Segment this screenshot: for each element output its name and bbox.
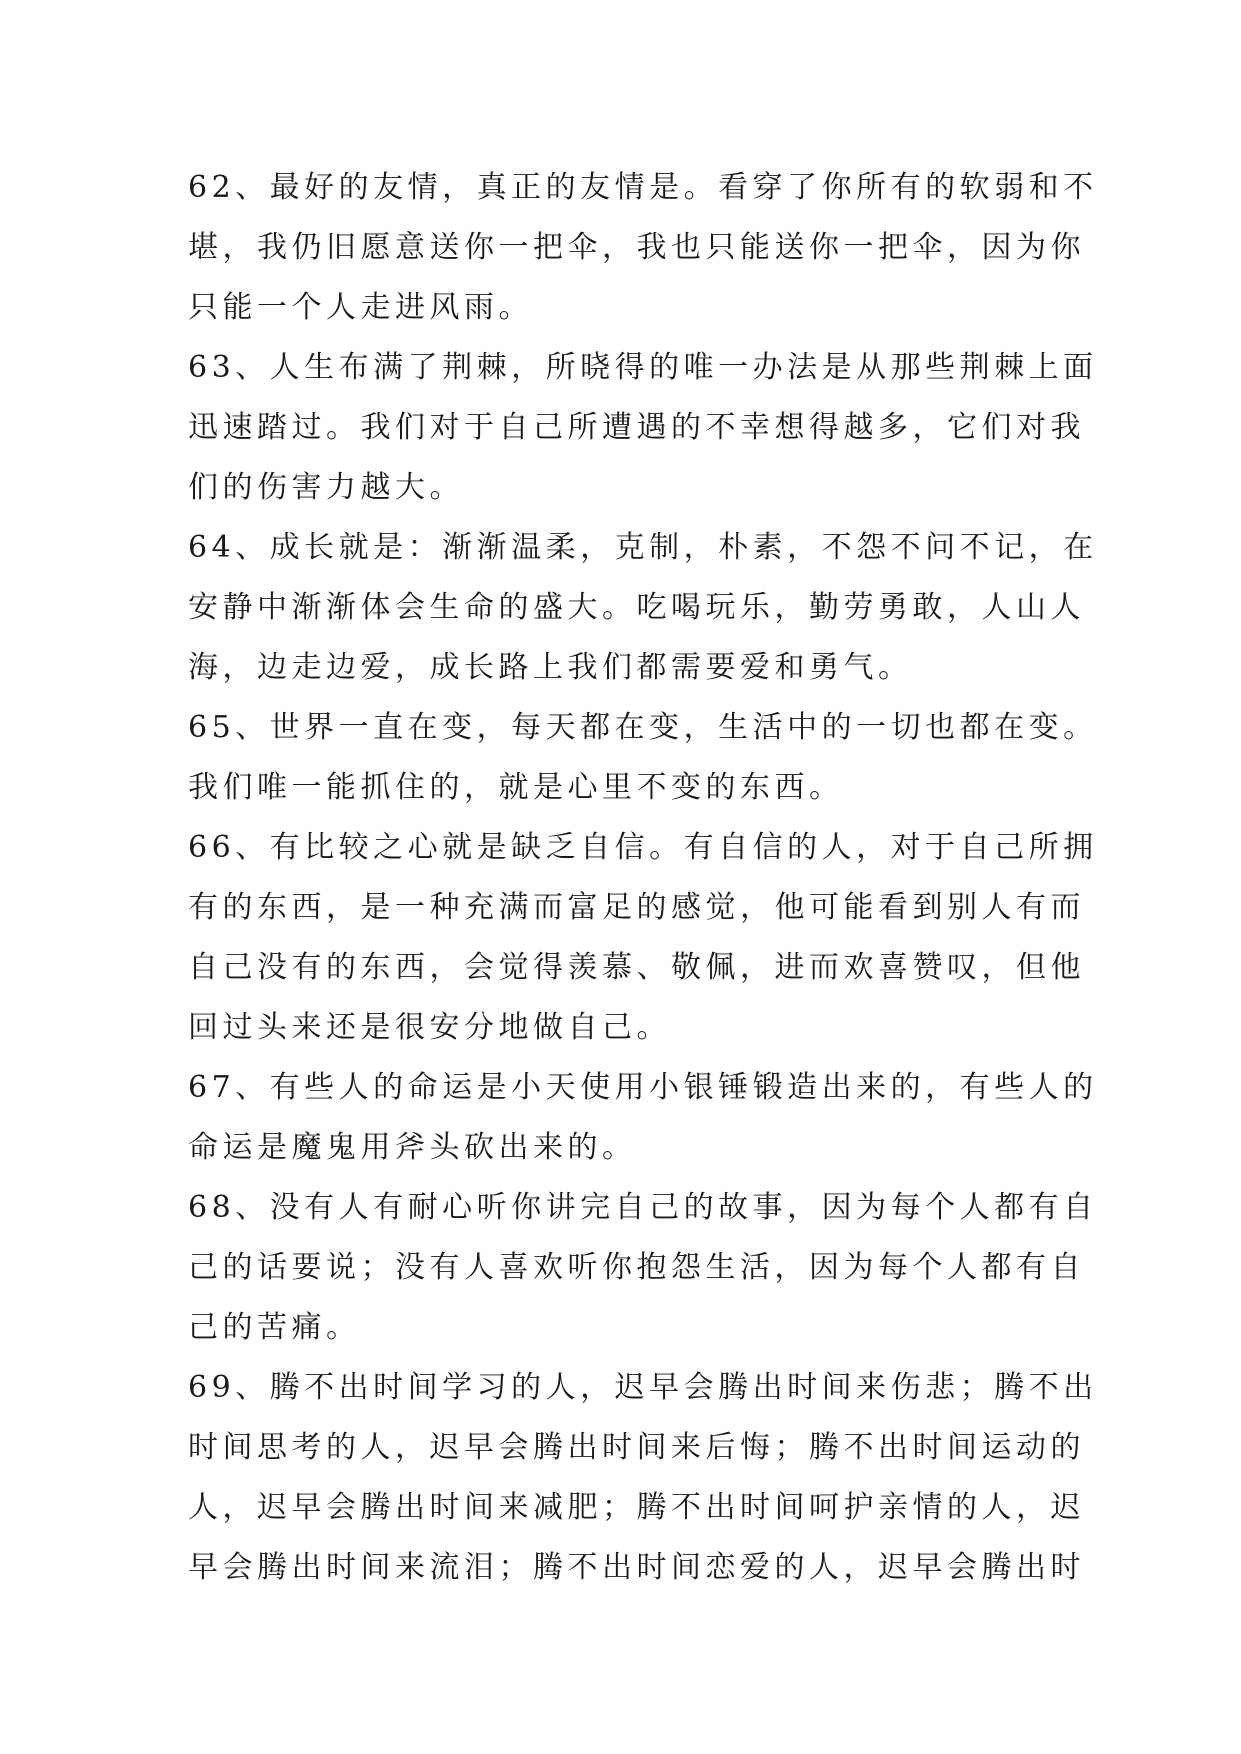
text-line: 己的苦痛。: [188, 1310, 361, 1345]
text-line: 有的东西，是一种充满而富足的感觉，他可能看到别人有而: [188, 890, 1085, 925]
text-line: 早会腾出时间来流泪；腾不出时间恋爱的人，迟早会腾出时: [188, 1550, 1085, 1585]
text-line: 海，边走边爱，成长路上我们都需要爱和勇气。: [188, 650, 913, 685]
text-line: 己的话要说；没有人喜欢听你抱怨生活，因为每个人都有自: [188, 1250, 1085, 1285]
text-line: 迅速踏过。我们对于自己所遭遇的不幸想得越多，它们对我: [188, 410, 1085, 445]
text-line: 66、有比较之心就是缺乏自信。有自信的人，对于自己所拥: [188, 830, 1098, 865]
text-line: 只能一个人走进风雨。: [188, 290, 533, 325]
text-line: 自己没有的东西，会觉得羡慕、敬佩，进而欢喜赞叹，但他: [188, 950, 1085, 985]
text-line: 65、世界一直在变，每天都在变，生活中的一切也都在变。: [188, 710, 1098, 745]
document-body: [188, 158, 1098, 1598]
text-line: 人，迟早会腾出时间来减肥；腾不出时间呵护亲情的人，迟: [188, 1490, 1085, 1525]
text-line: 安静中渐渐体会生命的盛大。吃喝玩乐，勤劳勇敢，人山人: [188, 590, 1085, 625]
text-line: 63、人生布满了荆棘，所晓得的唯一办法是从那些荆棘上面: [188, 350, 1098, 385]
text-line: 回过头来还是很安分地做自己。: [188, 1010, 671, 1045]
text-line: 命运是魔鬼用斧头砍出来的。: [188, 1130, 637, 1165]
text-line: 堪，我仍旧愿意送你一把伞，我也只能送你一把伞，因为你: [188, 230, 1085, 265]
text-line: 时间思考的人，迟早会腾出时间来后悔；腾不出时间运动的: [188, 1430, 1085, 1465]
text-line: 我们唯一能抓住的，就是心里不变的东西。: [188, 770, 844, 805]
text-line: 67、有些人的命运是小天使用小银锤锻造出来的，有些人的: [188, 1070, 1098, 1105]
text-line: 62、最好的友情，真正的友情是。看穿了你所有的软弱和不: [188, 170, 1098, 205]
text-line: 们的伤害力越大。: [188, 470, 464, 505]
text-line: 68、没有人有耐心听你讲完自己的故事，因为每个人都有自: [188, 1190, 1098, 1225]
text-line: 69、腾不出时间学习的人，迟早会腾出时间来伤悲；腾不出: [188, 1370, 1098, 1405]
text-line: 64、成长就是：渐渐温柔，克制，朴素，不怨不问不记，在: [188, 530, 1098, 565]
